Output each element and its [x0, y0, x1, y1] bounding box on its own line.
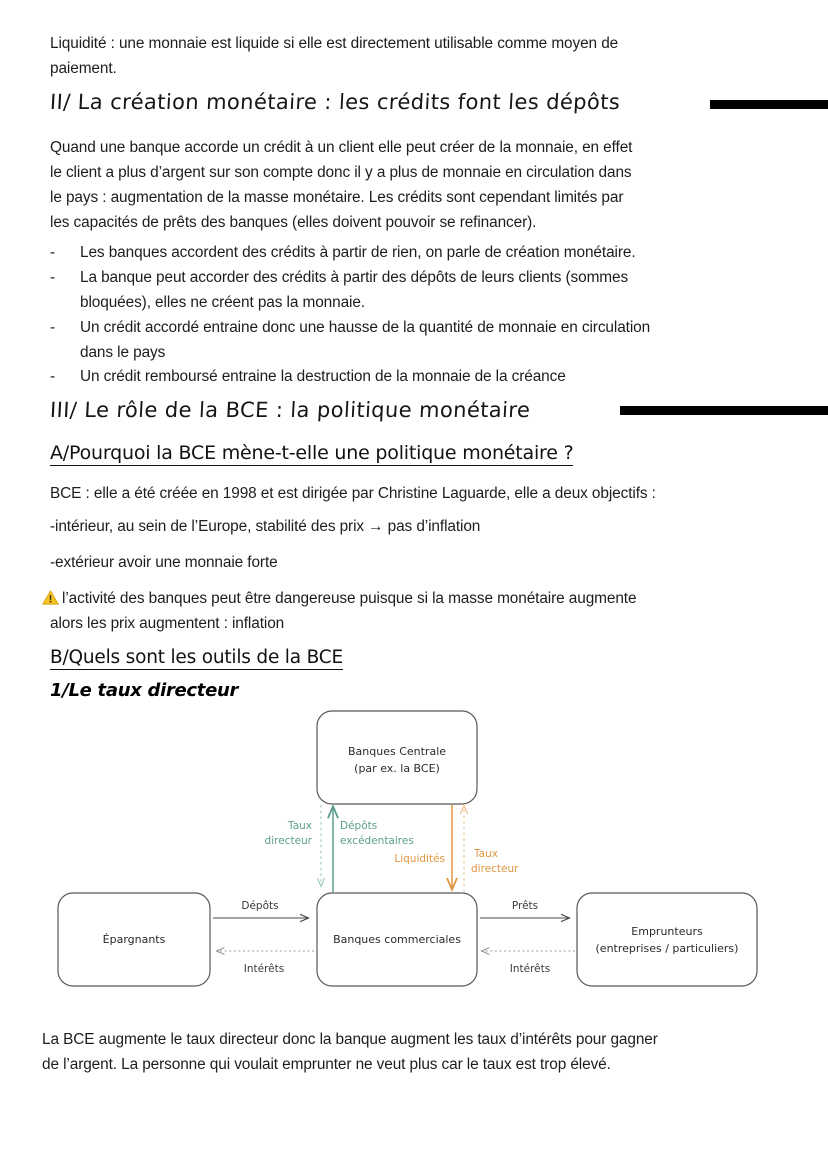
list-item — [50, 315, 795, 365]
section-three-rule — [620, 406, 828, 415]
bullet-line: Un crédit remboursé entraine la destruction de la monnaie de la créance — [80, 368, 566, 385]
bce-intro-text: BCE : elle a été créée en 1998 et est dirigée par Christine Laguarde, elle a deux objectifs : — [50, 485, 656, 502]
box-borrowers — [577, 893, 757, 986]
objective-interior: -intérieur, au sein de l’Europe, stabilité des prix → pas d’inflation — [50, 518, 481, 535]
label-taux-directeur-left-1: Taux — [288, 820, 312, 832]
list-item — [50, 364, 795, 389]
bullet-text — [80, 240, 795, 265]
borrowers-label-line-1: Emprunteurs — [631, 925, 703, 938]
bullet-text — [80, 265, 795, 315]
paragraph-line: Quand une banque accorde un crédit à un client elle peut créer de la monnaie, en effet — [50, 139, 633, 156]
conclusion-line-2: de l’argent. La personne qui voulait emprunter ne veut plus car le taux est trop élevé. — [42, 1056, 611, 1073]
label-prets: Prêts — [511, 900, 539, 912]
warning-text-2: alors les prix augmentent : inflation — [50, 615, 285, 632]
bullet-line: La banque peut accorder des crédits à partir des dépôts de leurs clients (sommes — [80, 269, 629, 286]
central-bank-label-line-2: (par ex. la BCE) — [354, 762, 440, 775]
subsection-b1-heading: 1/Le taux directeur — [50, 680, 239, 701]
label-taux-directeur-right-1: Taux — [474, 848, 498, 860]
conclusion-line-1: La BCE augmente le taux directeur donc la banque augment les taux d’intérêts pour gagner — [42, 1031, 658, 1048]
central-bank-label-line-1: Banques Centrale — [347, 745, 447, 758]
bullet-marker: - — [50, 368, 56, 385]
subsection-a-heading: A/Pourquoi la BCE mène-t-elle une politique monétaire ? — [50, 442, 574, 464]
section-three-heading: III/ Le rôle de la BCE : la politique monétaire — [49, 398, 531, 422]
label-taux-directeur-right-2: directeur — [471, 863, 519, 875]
intro-line-2: paiement. — [50, 60, 117, 77]
bullet-marker: - — [50, 319, 56, 336]
warning-triangle-icon — [42, 590, 59, 605]
warning-text-1: l’activité des banques peut être dangereuse puisque si la masse monétaire augmente — [62, 590, 637, 607]
paragraph-line: le client a plus d’argent sur son compte donc il y a plus de monnaie en circulation dans — [50, 164, 632, 181]
intro-line-1: Liquidité : une monnaie est liquide si elle est directement utilisable comme moyen de — [50, 35, 619, 52]
bullet-marker: - — [50, 269, 56, 286]
list-item — [50, 240, 795, 265]
borrowers-label-line-2: (entreprises / particuliers) — [595, 942, 739, 955]
bullet-text — [80, 364, 795, 389]
savers-label: Épargnants — [102, 933, 166, 946]
bullet-marker: - — [50, 244, 56, 261]
section-two-rule — [710, 100, 828, 109]
subsection-b-heading: B/Quels sont les outils de la BCE — [50, 647, 343, 668]
bullet-line: Les banques accordent des crédits à partir de rien, on parle de création monétaire. — [80, 244, 636, 261]
conclusion-paragraph — [42, 1027, 812, 1077]
label-interets-left: Intérêts — [243, 963, 285, 975]
label-depots: Dépôts — [241, 900, 279, 912]
label-depots-excedentaires-2: excédentaires — [340, 835, 414, 847]
warning-note-line-1 — [42, 586, 797, 611]
section-two-heading: II/ La création monétaire : les crédits font les dépôts — [49, 90, 621, 114]
commercial-banks-label: Banques commerciales — [333, 933, 461, 946]
intro-paragraph — [50, 31, 790, 81]
list-item — [50, 265, 795, 315]
section-two-paragraph — [50, 135, 795, 235]
taux-directeur-diagram — [40, 702, 788, 1002]
warning-note — [42, 586, 797, 636]
paragraph-line: le pays : augmentation de la masse monétaire. Les crédits sont cependant limités par — [50, 189, 624, 206]
bullet-text — [80, 315, 795, 365]
paragraph-line: les capacités de prêts des banques (elles doivent pouvoir se refinancer). — [50, 214, 537, 231]
label-interets-right: Intérêts — [509, 963, 551, 975]
bullet-line: bloquées), elles ne créent pas la monnaie. — [80, 294, 365, 311]
label-liquidites: Liquidités — [394, 853, 445, 865]
label-taux-directeur-left-2: directeur — [264, 835, 312, 847]
label-depots-excedentaires-1: Dépôts — [340, 820, 378, 832]
objective-exterior: -extérieur avoir une monnaie forte — [50, 554, 278, 571]
bullet-line: dans le pays — [80, 344, 166, 361]
bullet-line: Un crédit accordé entraine donc une hausse de la quantité de monnaie en circulation — [80, 319, 651, 336]
